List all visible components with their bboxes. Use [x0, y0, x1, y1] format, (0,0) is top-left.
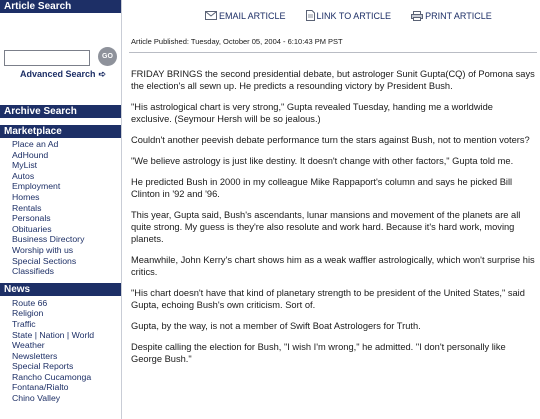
article-paragraph: "His chart doesn't have that kind of planetary strength to be president of the United States," said Gupta, echoing Bush's own criticism. Sort of.	[131, 288, 525, 310]
news-link[interactable]: Fontana/Rialto	[12, 382, 69, 393]
marketplace-link[interactable]: Rentals	[12, 202, 42, 213]
marketplace-link[interactable]: Homes	[12, 191, 40, 202]
marketplace-link[interactable]: MyList	[12, 160, 38, 171]
envelope-icon	[205, 11, 217, 20]
search-input[interactable]	[4, 50, 90, 66]
news-link[interactable]: Traffic	[12, 318, 36, 329]
marketplace-link[interactable]: Business Directory	[12, 234, 85, 245]
marketplace-link[interactable]: Special Sections	[12, 255, 77, 266]
news-link[interactable]: Rancho Cucamonga	[12, 371, 92, 382]
sidebar	[0, 0, 122, 419]
news-link[interactable]: Chino Valley	[12, 393, 61, 404]
marketplace-link[interactable]: Obituaries	[12, 223, 52, 234]
news-list	[0, 296, 121, 404]
news-link[interactable]: Weather	[12, 340, 45, 351]
article-body	[131, 68, 535, 374]
article-paragraph: Meanwhile, John Kerry's chart shows him as a weak waffler astrologically, which won't surprise his critics.	[131, 255, 535, 277]
marketplace-list	[0, 138, 121, 283]
marketplace-link[interactable]: AdHound	[12, 149, 49, 160]
marketplace-link[interactable]: Autos	[12, 170, 35, 181]
article-search-header: Article Search	[0, 0, 121, 13]
news-link[interactable]: Special Reports	[12, 361, 74, 372]
marketplace-link[interactable]: Place an Ad	[12, 139, 59, 149]
news-header: News	[0, 283, 121, 296]
printer-icon	[411, 11, 423, 21]
print-article-label[interactable]: PRINT ARTICLE	[425, 10, 492, 21]
article-toolbar	[205, 10, 492, 21]
marketplace-link[interactable]: Classifieds	[12, 266, 55, 277]
marketplace-link[interactable]: Employment	[12, 181, 61, 192]
link-to-article-button[interactable]	[306, 10, 392, 21]
news-link[interactable]: State | Nation | World	[12, 329, 95, 340]
article-paragraph: "We believe astrology is just like destiny. It doesn't change with other factors," Gupta told me.	[131, 156, 514, 166]
marketplace-link[interactable]: Worship with us	[12, 244, 74, 255]
article-paragraph: Gupta, by the way, is not a member of Swift Boat Astrologers for Truth.	[131, 321, 421, 331]
link-to-article-label[interactable]: LINK TO ARTICLE	[316, 10, 392, 21]
search-area	[0, 13, 121, 98]
advanced-search-link[interactable]	[20, 69, 106, 80]
marketplace-link[interactable]: Personals	[12, 213, 51, 224]
email-article-label[interactable]: EMAIL ARTICLE	[219, 10, 286, 21]
print-article-button[interactable]	[411, 10, 492, 21]
news-link[interactable]: Route 66	[12, 297, 48, 308]
article-paragraph: FRIDAY BRINGS the second presidential debate, but astrologer Sunit Gupta(CQ) of Pomona says the election's all sewn up. He predicts a resounding victory by President Bush.	[131, 69, 535, 91]
go-button[interactable]: GO	[98, 47, 117, 66]
article-paragraph: Couldn't another peevish debate performance turn the stars against Bush, not to mention voters?	[131, 135, 530, 145]
divider	[129, 52, 537, 53]
advanced-search-label[interactable]: Advanced Search	[20, 69, 96, 79]
news-link[interactable]: Newsletters	[12, 350, 58, 361]
article-published-date: Article Published: Tuesday, October 05, 2004 - 6:10:43 PM PST	[131, 37, 343, 46]
article-paragraph: Despite calling the election for Bush, "I wish I'm wrong," he admitted. "I don't personally like George Bush."	[131, 342, 506, 364]
archive-search-header[interactable]: Archive Search	[0, 105, 121, 118]
article-paragraph: He predicted Bush in 2000 in my colleague Mike Rappaport's column and says he picked Bill Clinton in '92 and '96.	[131, 177, 513, 199]
document-icon	[306, 10, 315, 21]
main-content	[129, 0, 537, 419]
email-article-button[interactable]	[205, 10, 286, 21]
marketplace-header: Marketplace	[0, 125, 121, 138]
arrow-right-icon: ➪	[98, 69, 107, 79]
article-paragraph: "His astrological chart is very strong," Gupta revealed Tuesday, handing me a worldwide exclusive. (Seymour Hersh will be so jealous.)	[131, 102, 493, 124]
news-link[interactable]: Religion	[12, 308, 44, 319]
article-paragraph: This year, Gupta said, Bush's ascendants, lunar mansions and movement of the planets are all quite strong. My guess is they're also resolute and work hard. Because it's hard work, moving planets.	[131, 210, 521, 244]
